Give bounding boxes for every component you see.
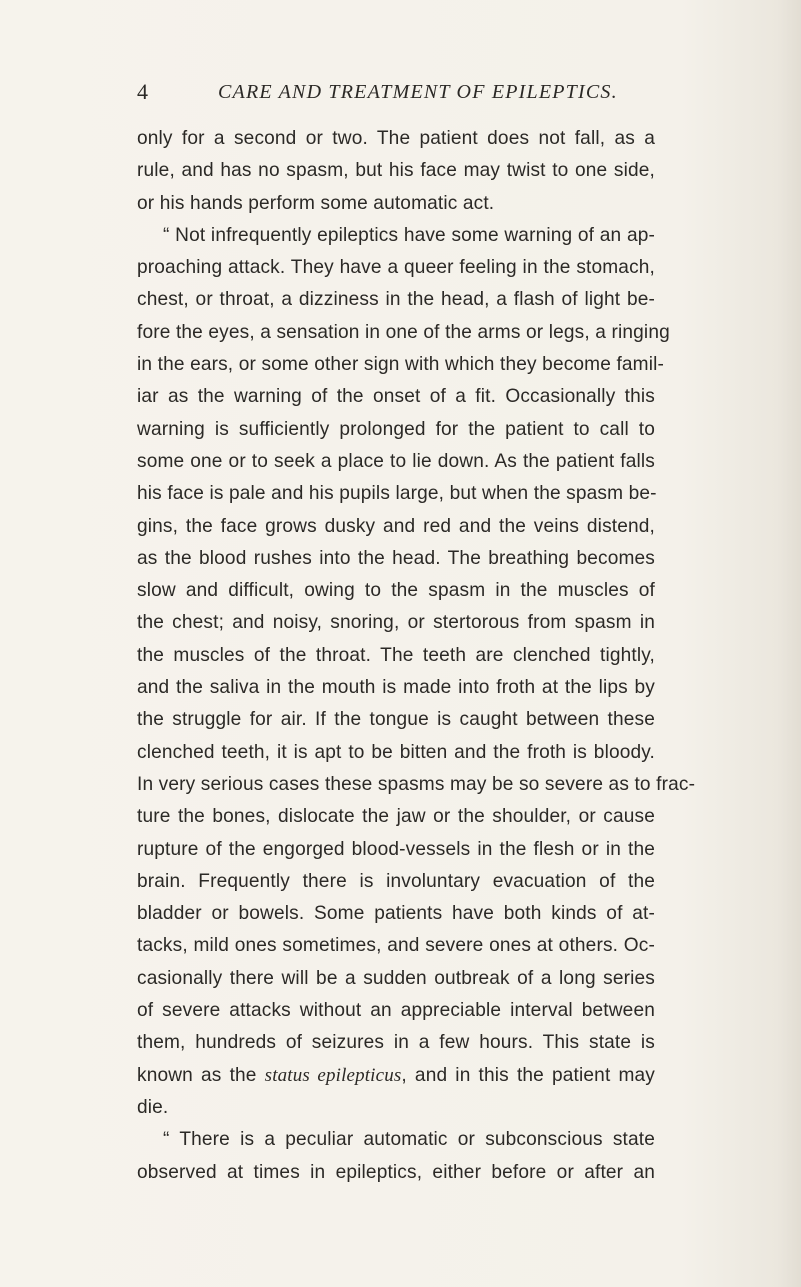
text-line: rule, and has no spasm, but his face may twist to one side,: [137, 160, 655, 182]
text-line: some one or to seek a place to lie down. As the patient falls: [137, 450, 655, 472]
body-text: [137, 123, 696, 1189]
text-line: “ There is a peculiar automatic or subconscious state: [163, 1129, 655, 1151]
text-line: only for a second or two. The patient does not fall, as a: [137, 128, 655, 149]
page-number: 4: [137, 79, 148, 104]
running-title: CARE AND TREATMENT OF EPILEPTICS.: [218, 81, 618, 103]
text-line: clenched teeth, it is apt to be bitten and the froth is bloody.: [137, 741, 655, 763]
paragraph-2-body: [137, 252, 696, 1124]
text-line: his face is pale and his pupils large, but when the spasm be-: [137, 483, 657, 505]
text-line: gins, the face grows dusky and red and the veins distend,: [137, 515, 655, 537]
text-line: rupture of the engorged blood-vessels in the flesh or in the: [137, 838, 655, 860]
text-line: bladder or bowels. Some patients have both kinds of at-: [137, 903, 655, 925]
text-line: them, hundreds of seizures in a few hours. This state is: [137, 1032, 655, 1054]
text-line: In very serious cases these spasms may be so severe as to frac-: [137, 773, 696, 795]
paragraph-2: [137, 220, 655, 252]
text-fragment: known as the: [137, 1064, 265, 1086]
text-line: brain. Frequently there is involuntary evacuation of the: [137, 870, 655, 892]
text-line: “ Not infrequently epileptics have some warning of an ap-: [163, 224, 655, 246]
text-line: the chest; and noisy, snoring, or stertorous from spasm in: [137, 612, 655, 634]
text-line: warning is sufficiently prolonged for the patient to call to: [137, 418, 655, 440]
text-line: as the blood rushes into the head. The breathing becomes: [137, 547, 655, 569]
text-line: of severe attacks without an appreciable interval between: [137, 1000, 655, 1022]
text-line: die.: [137, 1096, 169, 1118]
text-line-status-epilepticus: [137, 1060, 655, 1092]
text-line: and the saliva in the mouth is made into froth at the lips by: [137, 677, 655, 699]
text-line: chest, or throat, a dizziness in the head, a flash of light be-: [137, 289, 655, 311]
text-line: slow and difficult, owing to the spasm in the muscles of: [137, 580, 655, 602]
text-line: iar as the warning of the onset of a fit. Occasionally this: [137, 386, 655, 408]
paragraph-1: [137, 123, 655, 220]
text-line: fore the eyes, a sensation in one of the arms or legs, a ringing: [137, 321, 670, 343]
text-line: tacks, mild ones sometimes, and severe ones at others. Oc-: [137, 935, 655, 957]
paragraph-3-body: [137, 1157, 655, 1189]
text-line: ture the bones, dislocate the jaw or the shoulder, or cause: [137, 806, 655, 828]
running-head: [137, 78, 737, 108]
text-line: casionally there will be a sudden outbreak of a long series: [137, 967, 655, 989]
text-line: observed at times in epileptics, either before or after an: [137, 1161, 655, 1183]
text-line: in the ears, or some other sign with which they become famil-: [137, 354, 665, 376]
text-line: the struggle for air. If the tongue is caught between these: [137, 709, 655, 731]
paragraph-3: [137, 1124, 655, 1156]
text-line: the muscles of the throat. The teeth are clenched tightly,: [137, 644, 655, 666]
italic-term: status epilepticus: [264, 1064, 402, 1086]
text-fragment: , and in this the patient may: [401, 1064, 655, 1086]
text-line: or his hands perform some automatic act.: [137, 192, 495, 214]
text-line: proaching attack. They have a queer feeling in the stomach,: [137, 257, 655, 279]
